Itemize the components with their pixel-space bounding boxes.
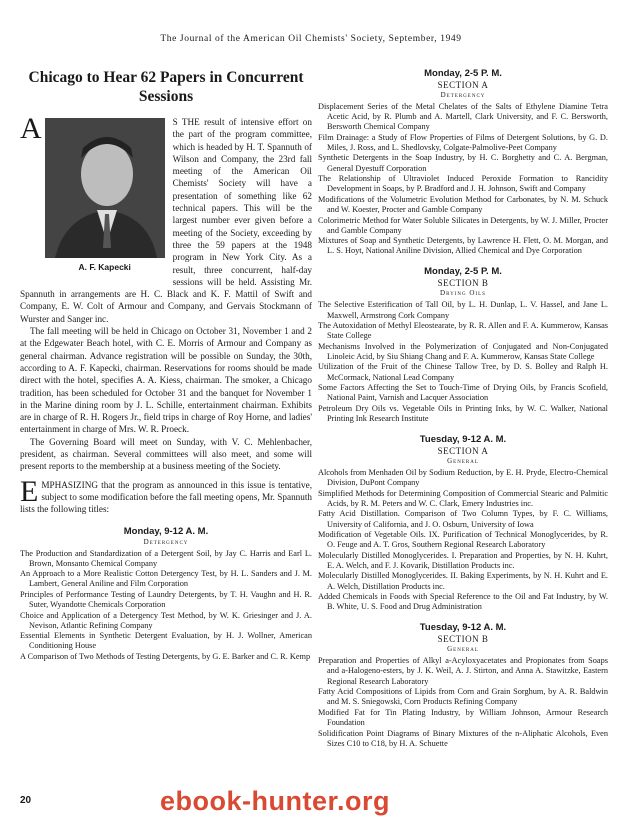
- paper-entry: Essential Elements in Synthetic Detergent Evaluation, by H. J. Wollner, American Conditioning House: [20, 631, 312, 651]
- article-paragraph-4: [20, 474, 312, 516]
- session-section: SECTION B: [437, 634, 489, 645]
- paper-entry: Choice and Application of a Detergency Test Method, by W. K. Griesinger and J. A. Nevison, Atlantic Refining Company: [20, 610, 312, 630]
- left-column: [20, 62, 312, 663]
- session-category: General: [447, 645, 479, 654]
- paper-entry: Utilization of the Fruit of the Chinese Tallow Tree, by D. S. Bolley and Ralph H. McCormack, National Lead Company: [318, 362, 608, 382]
- paper-entry: An Approach to a More Realistic Cotton Detergency Test, by H. L. Sanders and J. M. Lambert, General Aniline and Film Corporation: [20, 569, 312, 589]
- session-category: General: [447, 457, 479, 466]
- paper-entry: Fatty Acid Compositions of Lipids from Corn and Grain Sorghum, by A. R. Baldwin and M. S. Sniegowski, Corn Products Refining Company: [318, 687, 608, 707]
- portrait-icon: [45, 118, 165, 258]
- paper-entry: Molecularly Distilled Monoglycerides. I. Preparation and Properties, by N. H. Kuhrt, E. A. Welch, and F. J. Kovarik, Distillation Products inc.: [318, 550, 608, 570]
- left-sessions: [20, 526, 312, 663]
- right-column: [318, 58, 608, 749]
- paper-entry: Preparation and Properties of Alkyl a-Acyloxyacetates and Propionates from Soaps and a-Halogeno-esters, by J. K. Weil, A. J. Stirton, and Anna A. Stawitzke, Eastern Regional Research Laboratory: [318, 656, 608, 686]
- paper-entry: The Autoxidation of Methyl Eleostearate, by R. R. Allen and F. A. Kummerow, Kansas State College: [318, 321, 608, 341]
- paper-entry: Principles of Performance Testing of Laundry Detergents, by T. H. Vaughn and H. R. Suter, Wyandotte Chemicals Corporation: [20, 589, 312, 609]
- session-day: Tuesday, 9-12 A. M.: [419, 434, 507, 446]
- session-section: SECTION B: [437, 278, 489, 289]
- session-category: Detergency: [143, 537, 189, 546]
- photo-figure: [45, 118, 165, 273]
- paper-entry: Colorimetric Method for Water Soluble Silicates in Detergents, by W. J. Miller, Procter and Gamble Company: [318, 215, 608, 235]
- paper-entry: Molecularly Distilled Monoglycerides. II. Baking Experiments, by N. H. Kuhrt and E. A. Welch, Distillation Products inc.: [318, 571, 608, 591]
- page-number: 20: [20, 795, 32, 806]
- session-section: SECTION A: [437, 80, 489, 90]
- paper-entry: Simplified Methods for Determining Composition of Commercial Stearic and Palmitic Acids, by R. M. Peters and W. C. Clark, Emery Industries inc.: [318, 488, 608, 508]
- paper-entry: Alcohols from Menhaden Oil by Sodium Reduction, by E. H. Pryde, Electro-Chemical Division, DuPont Company: [318, 468, 608, 488]
- paper-entry: Some Factors Affecting the Set to Touch-Time of Drying Oils, by Francis Scofield, National Paint, Varnish and Lacquer Association: [318, 383, 608, 403]
- session-section: SECTION A: [437, 446, 489, 457]
- article-paragraph-3: The Governing Board will meet on Sunday, with V. C. Mehlenbacher, president, as chairman. Several committees will also meet, and some will present reports to the membership at a business meeting of the Society.: [20, 436, 312, 472]
- paper-entry: Mechanisms Involved in the Polymerization of Conjugated and Non-Conjugated Linoleic Acid, by Siu Shiang Chang and F. A. Kummerow, Kansas State College: [318, 341, 608, 361]
- session-day: Monday, 2-5 P. M.: [424, 68, 502, 79]
- drop-cap: A: [20, 112, 42, 145]
- article-title: Chicago to Hear 62 Papers in Concurrent Sessions: [28, 69, 304, 105]
- paper-entry: The Relationship of Ultraviolet Induced Peroxide Formation to Rancidity Development in Soaps, by P. Bradford and J. H. Johnson, Swift and Company: [318, 174, 608, 194]
- running-header: The Journal of the American Oil Chemists' Society, September, 1949: [160, 34, 462, 44]
- paper-entry: Added Chemicals in Foods with Special Reference to the Oil and Fat Industry, by W. B. White, U. S. Food and Drug Administration: [318, 592, 608, 612]
- session-day: Tuesday, 9-12 A. M.: [419, 622, 507, 634]
- paper-entry: The Selective Esterification of Tall Oil, by L. H. Dunlap, L. V. Hassel, and Jane L. Maxwell, Armstrong Cork Company: [318, 300, 608, 320]
- paper-entry: Displacement Series of the Metal Chelates of the Salts of Ethylene Diamine Tetra Acetic Acid, by R. Plumb and A. Martell, Clark University, and F. C. Bersworth, Bersworth Chemical Company: [318, 102, 608, 132]
- paragraph-4-text: MPHASIZING that the program as announced in this issue is tentative, subject to some modification before the fall meeting opens, Mr. Spannuth lists the following titles:: [20, 479, 312, 515]
- session-category: Drying Oils: [440, 289, 486, 298]
- photo-caption: A. F. Kapecki: [78, 262, 131, 272]
- paper-entry: Solidification Point Diagrams of Binary Mixtures of the n-Aliphatic Alcohols, Even Sizes C10 to C18, by H. A. Schuette: [318, 728, 608, 748]
- article-paragraph-2: The fall meeting will be held in Chicago on October 31, November 1 and 2 at the Edgewater Beach hotel, with C. E. Morris of Armour and Company as general chairman. Advance registration will be possible on Sunday, the 30th, according to A. F. Kapecki, chairman. Reservations for rooms should be made direct with the hotel, specifies A. A. Kiess, chairman. The smoker, a Chicago tradition, has been scheduled for October 31 and the banquet for November 1 in the Marine dining room by J. L. Schille, entertainment chairman. Exhibits are in charge of R. H. Rogers Jr., field trips in charge of Roy Horne, and ladies' entertainment in charge of Mrs. W. R. Proeck.: [20, 326, 312, 435]
- session-category: Detergency: [440, 91, 486, 99]
- paragraph-1-text: S THE result of intensive effort on the part of the program committee, which is headed by H. T. Spannuth of Wilson and Company, the 23rd fall meeting of the American Oil Chemists' Society will have a presentation of something like 62 technical papers. This will be the largest number ever given before a meeting of the Society, exceeding by three the 59 papers at the 1948 program in New York City. As a result, three concurrent, half-day sessions will be held. Assisting Mr. Spannuth in arrangements are H. C. Black and K. F. Mattil of Swift and Company, E. W. Colt of Armour and Company, and Gervais Stockmann of Wurster and Sanger inc.: [20, 117, 312, 324]
- paper-entry: Fatty Acid Distillation. Comparison of Two Column Types, by F. C. Williams, University of California, and J. O. Osburn, University of Iowa: [318, 509, 608, 529]
- paper-entry: Film Drainage: a Study of Flow Properties of Films of Detergent Solutions, by G. D. Miles, J. Ross, and L. Shedlovsky, Colgate-Palmolive-Peet Company: [318, 132, 608, 152]
- session-day: Monday, 2-5 P. M.: [424, 266, 502, 278]
- paper-entry: A Comparison of Two Methods of Testing Detergents, by G. E. Barker and C. R. Kemp: [20, 651, 311, 661]
- paper-entry: Petroleum Dry Oils vs. Vegetable Oils in Printing Inks, by W. C. Walker, National Printing Ink Research Institute: [318, 403, 608, 423]
- paper-entry: The Production and Standardization of a Detergent Soil, by Jay C. Harris and Earl L. Brown, Monsanto Chemical Company: [20, 548, 312, 568]
- paper-entry: Modifications of the Volumetric Evolution Method for Carbonates, by N. M. Schuck and W. Koester, Procter and Gamble Company: [318, 194, 608, 214]
- paper-entry: Modified Fat for Tin Plating Industry, by William Johnson, Armour Research Foundation: [318, 707, 608, 727]
- drop-cap-2: E: [20, 474, 39, 508]
- article-paragraph-1: [20, 112, 312, 325]
- paper-entry: Mixtures of Soap and Synthetic Detergents, by Lawrence H. Flett, O. M. Morgan, and L. S. Hoyt, National Aniline Division, Allied Chemical and Dye Corporation: [318, 236, 608, 256]
- paper-entry: Synthetic Detergents in the Soap Industry, by H. C. Borghetty and C. A. Bergman, General Dyestuff Corporation: [318, 153, 608, 173]
- watermark: ebook-hunter.org: [160, 786, 390, 816]
- paper-entry: Modification of Vegetable Oils. IX. Purification of Technical Monoglycerides, by R. O. Feuge and A. T. Gros, Southern Regional Research Laboratory: [318, 530, 608, 550]
- portrait-photo: [45, 118, 165, 258]
- session-day: Monday, 9-12 A. M.: [123, 525, 209, 537]
